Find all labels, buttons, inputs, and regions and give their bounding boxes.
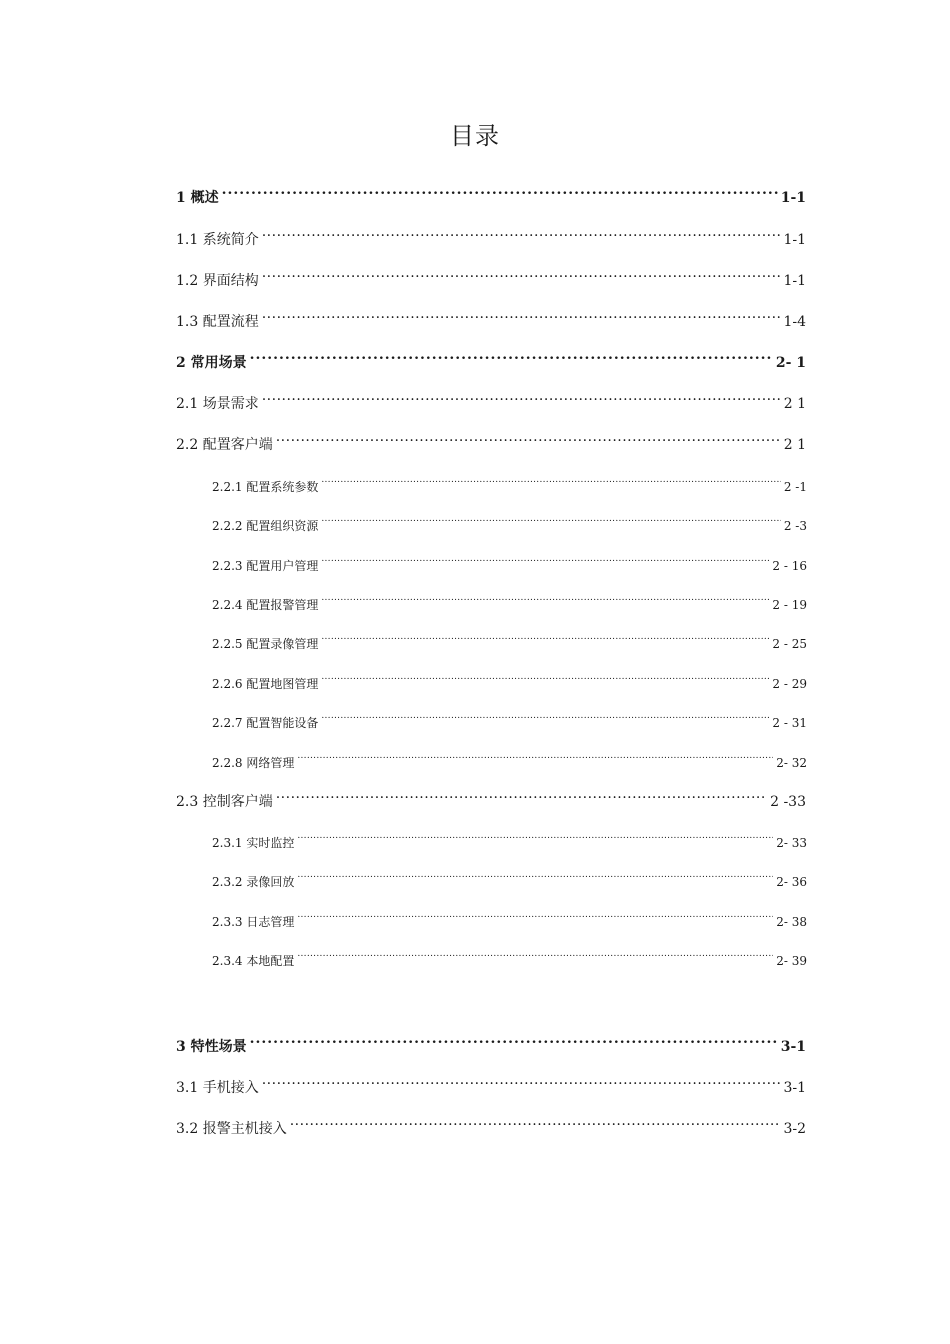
toc-entry-label: 3.1 手机接入 — [176, 1080, 259, 1096]
toc-entry-label: 2.2.2 配置组织资源 — [212, 519, 319, 533]
toc-entry[interactable] — [212, 585, 807, 612]
toc-entry-page: 1-1 — [783, 273, 806, 289]
toc-entry[interactable] — [212, 467, 807, 494]
toc-entry[interactable] — [212, 506, 807, 533]
toc-entry[interactable] — [176, 1027, 806, 1055]
toc-entry[interactable] — [212, 546, 807, 573]
toc-entry-label: 2.2.6 配置地图管理 — [212, 677, 319, 691]
toc-entry-page: 2- 36 — [776, 875, 807, 889]
toc-entry[interactable] — [176, 343, 806, 371]
toc-entry[interactable] — [212, 902, 807, 929]
toc-entry[interactable] — [212, 743, 807, 770]
toc-entry[interactable] — [176, 261, 806, 289]
toc-entry-page: 1-4 — [783, 314, 806, 330]
toc-dot-leader — [297, 823, 773, 847]
toc-entry[interactable] — [176, 178, 806, 206]
toc-dot-leader — [262, 302, 781, 326]
toc-dot-leader — [262, 384, 781, 408]
toc-entry-label: 2.1 场景需求 — [176, 396, 259, 412]
toc-entry-label: 1.3 配置流程 — [176, 314, 259, 330]
toc-entry[interactable] — [212, 862, 807, 889]
toc-dot-leader — [321, 703, 769, 727]
toc-entry-page: 2 1 — [783, 437, 806, 453]
toc-entry-label: 2.3 控制客户端 — [176, 794, 273, 810]
toc-entry-label: 3.2 报警主机接入 — [176, 1121, 287, 1137]
toc-entry[interactable] — [176, 1109, 806, 1137]
toc-entry-page: 2 -3 — [783, 519, 807, 533]
toc-entry-label: 2.3.2 录像回放 — [212, 875, 295, 889]
toc-entry-label: 2.3.1 实时监控 — [212, 836, 295, 850]
toc-entry[interactable] — [176, 384, 806, 412]
toc-entry-page: 2- 39 — [776, 954, 807, 968]
toc-dot-leader — [276, 782, 767, 806]
toc-entry-page: 2 -1 — [783, 480, 807, 494]
toc-entry-label: 2.3.3 日志管理 — [212, 915, 295, 929]
toc-entry-label: 2.2.3 配置用户管理 — [212, 559, 319, 573]
toc-entry-page: 1-1 — [783, 232, 806, 248]
toc-entry-page: 2 -33 — [770, 794, 806, 810]
toc-dot-leader — [250, 1027, 778, 1051]
toc-entry-label: 1.2 界面结构 — [176, 273, 259, 289]
toc-dot-leader — [297, 902, 773, 926]
toc-dot-leader — [321, 467, 781, 491]
toc-entry[interactable] — [176, 425, 806, 453]
toc-dot-leader — [297, 743, 773, 767]
toc-entry[interactable] — [176, 220, 806, 248]
toc-entry[interactable] — [212, 823, 807, 850]
toc-entry-page: 3-1 — [783, 1080, 806, 1096]
toc-entry-label: 2.3.4 本地配置 — [212, 954, 295, 968]
toc-dot-leader — [262, 220, 781, 244]
toc-entry-page: 2 - 16 — [772, 559, 807, 573]
toc-dot-leader — [222, 178, 778, 202]
toc-entry-page: 2- 38 — [776, 915, 807, 929]
toc-dot-leader — [321, 585, 769, 609]
toc-dot-leader — [262, 1068, 781, 1092]
toc-dot-leader — [321, 506, 781, 530]
toc-entry-label: 1.1 系统简介 — [176, 232, 259, 248]
toc-entry-label: 2.2.8 网络管理 — [212, 756, 295, 770]
toc-dot-leader — [290, 1109, 781, 1133]
toc-dot-leader — [297, 862, 773, 886]
toc-entry-label: 3 特性场景 — [176, 1039, 247, 1055]
toc-entry-page: 3-2 — [783, 1121, 806, 1137]
toc-entry-label: 2.2 配置客户端 — [176, 437, 273, 453]
toc-entry-label: 1 概述 — [176, 190, 219, 206]
toc-entry-label: 2.2.4 配置报警管理 — [212, 598, 319, 612]
toc-dot-leader — [321, 624, 769, 648]
toc-entry[interactable] — [212, 703, 807, 730]
toc-entry[interactable] — [212, 624, 807, 651]
toc-entry-label: 2.2.7 配置智能设备 — [212, 716, 319, 730]
toc-entry-page: 2- 32 — [776, 756, 807, 770]
page-title: 目录 — [450, 122, 500, 150]
toc-entry[interactable] — [212, 941, 807, 968]
toc-entry-page: 2- 33 — [776, 836, 807, 850]
toc-dot-leader — [321, 546, 769, 570]
toc-entry-page: 2 - 29 — [772, 677, 807, 691]
toc-dot-leader — [276, 425, 781, 449]
toc-entry-label: 2.2.5 配置录像管理 — [212, 637, 319, 651]
toc-entry-page: 1-1 — [780, 190, 806, 206]
toc-entry[interactable] — [176, 1068, 806, 1096]
toc-dot-leader — [262, 261, 781, 285]
toc-entry[interactable] — [212, 664, 807, 691]
toc-entry[interactable] — [176, 782, 806, 810]
toc-entry-page: 2 - 31 — [772, 716, 807, 730]
toc-entry-page: 2 1 — [783, 396, 806, 412]
toc-entry-label: 2 常用场景 — [176, 355, 247, 371]
toc-entry-page: 2 - 19 — [772, 598, 807, 612]
toc-entry-page: 2 - 25 — [772, 637, 807, 651]
toc-dot-leader — [297, 941, 773, 965]
toc-entry-page: 3-1 — [780, 1039, 806, 1055]
toc-entry[interactable] — [176, 302, 806, 330]
toc-entry-label: 2.2.1 配置系统参数 — [212, 480, 319, 494]
toc-dot-leader — [321, 664, 769, 688]
toc-dot-leader — [250, 343, 773, 367]
toc-entry-page: 2- 1 — [775, 355, 806, 371]
